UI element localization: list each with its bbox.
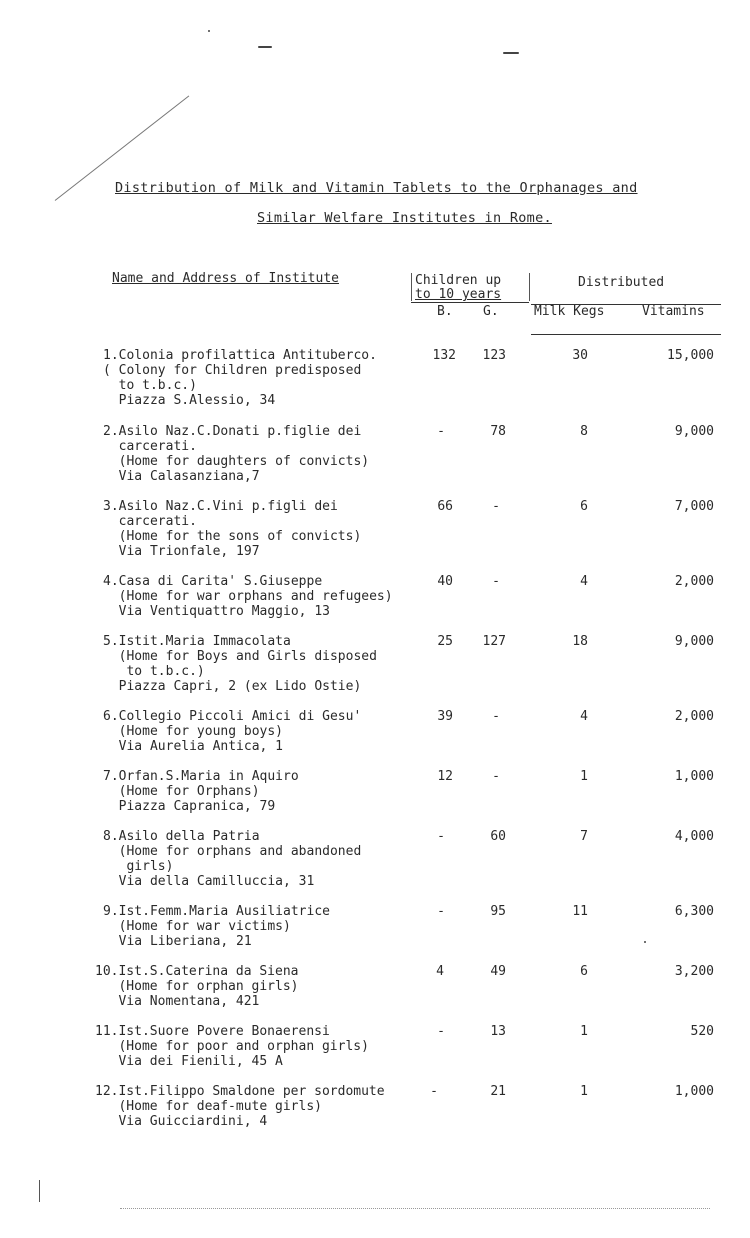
row-8-girls: 60 xyxy=(490,829,506,844)
row-4-boys: 40 xyxy=(437,574,453,589)
row-4-girls: - xyxy=(492,574,500,589)
row-4-milk: 4 xyxy=(580,574,588,589)
row-3-milk: 6 xyxy=(580,499,588,514)
row-3-vitamins: 7,000 xyxy=(674,499,714,514)
row-5-boys: 25 xyxy=(437,634,453,649)
row-8-milk: 7 xyxy=(580,829,588,844)
row-6-line-3: Via Aurelia Antica, 1 xyxy=(103,739,284,754)
row-2-line-1: 2.Asilo Naz.C.Donati p.figlie dei xyxy=(103,424,362,439)
row-7-line-1: 7.Orfan.S.Maria in Aquiro xyxy=(103,769,299,784)
row-11-milk: 1 xyxy=(580,1024,588,1039)
row-10-milk: 6 xyxy=(580,964,588,979)
row-7-line-2: (Home for Orphans) xyxy=(103,784,260,799)
header-name-address: Name and Address of Institute xyxy=(112,271,339,286)
row-7-milk: 1 xyxy=(580,769,588,784)
row-1-girls: 123 xyxy=(482,348,506,363)
header-vitamins: Vitamins xyxy=(642,304,705,319)
row-10-line-3: Via Nomentana, 421 xyxy=(95,994,260,1009)
row-6-milk: 4 xyxy=(580,709,588,724)
header-bracket-right xyxy=(529,273,530,301)
row-6-line-1: 6.Collegio Piccoli Amici di Gesu' xyxy=(103,709,362,724)
header-bracket-left xyxy=(411,273,412,301)
row-8-line-3: girls) xyxy=(103,859,174,874)
row-2-line-2: carcerati. xyxy=(103,439,197,454)
row-9-milk: 11 xyxy=(572,904,588,919)
document-title-line-2: Similar Welfare Institutes in Rome. xyxy=(257,210,552,226)
row-11-vitamins: 520 xyxy=(690,1024,714,1039)
row-11-line-2: (Home for poor and orphan girls) xyxy=(95,1039,369,1054)
row-10-girls: 49 xyxy=(490,964,506,979)
row-9-girls: 95 xyxy=(490,904,506,919)
row-5-line-1: 5.Istit.Maria Immacolata xyxy=(103,634,291,649)
row-10-line-1: 10.Ist.S.Caterina da Siena xyxy=(95,964,299,979)
row-12-line-2: (Home for deaf-mute girls) xyxy=(95,1099,322,1114)
row-12-line-1: 12.Ist.Filippo Smaldone per sordomute xyxy=(95,1084,385,1099)
row-9-line-3: Via Liberiana, 21 xyxy=(103,934,252,949)
header-girls: G. xyxy=(483,304,499,319)
row-3-line-1: 3.Asilo Naz.C.Vini p.figli dei xyxy=(103,499,338,514)
row-12-milk: 1 xyxy=(580,1084,588,1099)
row-6-line-2: (Home for young boys) xyxy=(103,724,284,739)
header-milk-kegs: Milk Kegs xyxy=(534,304,605,319)
row-3-boys: 66 xyxy=(437,499,453,514)
row-1-milk: 30 xyxy=(572,348,588,363)
header-children-rule xyxy=(411,302,529,303)
header-distributed: Distributed xyxy=(578,275,665,290)
row-4-line-2: (Home for war orphans and refugees) xyxy=(103,589,393,604)
row-10-line-2: (Home for orphan girls) xyxy=(95,979,299,994)
row-8-vitamins: 4,000 xyxy=(674,829,714,844)
row-1-line-4: Piazza S.Alessio, 34 xyxy=(103,393,276,408)
row-8-line-1: 8.Asilo della Patria xyxy=(103,829,260,844)
row-9-line-1: 9.Ist.Femm.Maria Ausiliatrice xyxy=(103,904,330,919)
row-6-boys: 39 xyxy=(437,709,453,724)
row-2-line-3: (Home for daughters of convicts) xyxy=(103,454,370,469)
row-12-line-3: Via Guicciardini, 4 xyxy=(95,1114,268,1129)
scan-speck xyxy=(644,941,646,943)
row-5-line-2: (Home for Boys and Girls disposed xyxy=(103,649,377,664)
row-3-girls: - xyxy=(492,499,500,514)
scan-edge-mark xyxy=(39,1180,40,1202)
row-3-line-2: carcerati. xyxy=(103,514,197,529)
document-title-line-1: Distribution of Milk and Vitamin Tablets to the Orphanages and xyxy=(115,180,638,196)
row-1-line-2: ( Colony for Children predisposed xyxy=(103,363,362,378)
row-9-vitamins: 6,300 xyxy=(674,904,714,919)
header-children-line-1: Children up xyxy=(415,273,502,288)
row-9-boys: - xyxy=(437,904,445,919)
row-8-line-4: Via della Camilluccia, 31 xyxy=(103,874,315,889)
row-5-girls: 127 xyxy=(482,634,506,649)
scan-bottom-dots xyxy=(120,1208,710,1209)
row-4-vitamins: 2,000 xyxy=(674,574,714,589)
row-3-line-3: (Home for the sons of convicts) xyxy=(103,529,362,544)
row-7-girls: - xyxy=(492,769,500,784)
row-8-boys: - xyxy=(437,829,445,844)
row-1-vitamins: 15,000 xyxy=(667,348,714,363)
row-12-boys: - xyxy=(430,1084,438,1099)
row-4-line-3: Via Ventiquattro Maggio, 13 xyxy=(103,604,330,619)
row-7-boys: 12 xyxy=(437,769,453,784)
scan-speck xyxy=(208,30,210,32)
row-6-vitamins: 2,000 xyxy=(674,709,714,724)
row-9-line-2: (Home for war victims) xyxy=(103,919,291,934)
row-7-line-3: Piazza Capranica, 79 xyxy=(103,799,276,814)
row-1-line-3: to t.b.c.) xyxy=(103,378,197,393)
row-2-girls: 78 xyxy=(490,424,506,439)
row-12-girls: 21 xyxy=(490,1084,506,1099)
row-5-line-3: to t.b.c.) xyxy=(103,664,205,679)
row-10-vitamins: 3,200 xyxy=(674,964,714,979)
header-children-line-2: to 10 years xyxy=(415,287,502,302)
row-11-boys: - xyxy=(437,1024,445,1039)
row-5-milk: 18 xyxy=(572,634,588,649)
row-10-boys: 4 xyxy=(436,964,444,979)
row-4-line-1: 4.Casa di Carita' S.Giuseppe xyxy=(103,574,323,589)
row-11-girls: 13 xyxy=(490,1024,506,1039)
header-boys: B. xyxy=(437,304,453,319)
row-2-milk: 8 xyxy=(580,424,588,439)
row-2-boys: - xyxy=(437,424,445,439)
row-8-line-2: (Home for orphans and abandoned xyxy=(103,844,362,859)
row-7-vitamins: 1,000 xyxy=(674,769,714,784)
row-1-line-1: 1.Colonia profilattica Antituberco. xyxy=(103,348,377,363)
row-2-line-4: Via Calasanziana,7 xyxy=(103,469,260,484)
row-1-boys: 132 xyxy=(432,348,456,363)
header-bottom-rule xyxy=(531,334,721,335)
row-3-line-4: Via Trionfale, 197 xyxy=(103,544,260,559)
row-5-vitamins: 9,000 xyxy=(674,634,714,649)
scan-speck xyxy=(503,52,519,54)
scan-speck xyxy=(258,46,272,48)
row-11-line-3: Via dei Fienili, 45 A xyxy=(95,1054,283,1069)
row-5-line-4: Piazza Capri, 2 (ex Lido Ostie) xyxy=(103,679,362,694)
row-6-girls: - xyxy=(492,709,500,724)
row-2-vitamins: 9,000 xyxy=(674,424,714,439)
row-11-line-1: 11.Ist.Suore Povere Bonaerensi xyxy=(95,1024,330,1039)
row-12-vitamins: 1,000 xyxy=(674,1084,714,1099)
